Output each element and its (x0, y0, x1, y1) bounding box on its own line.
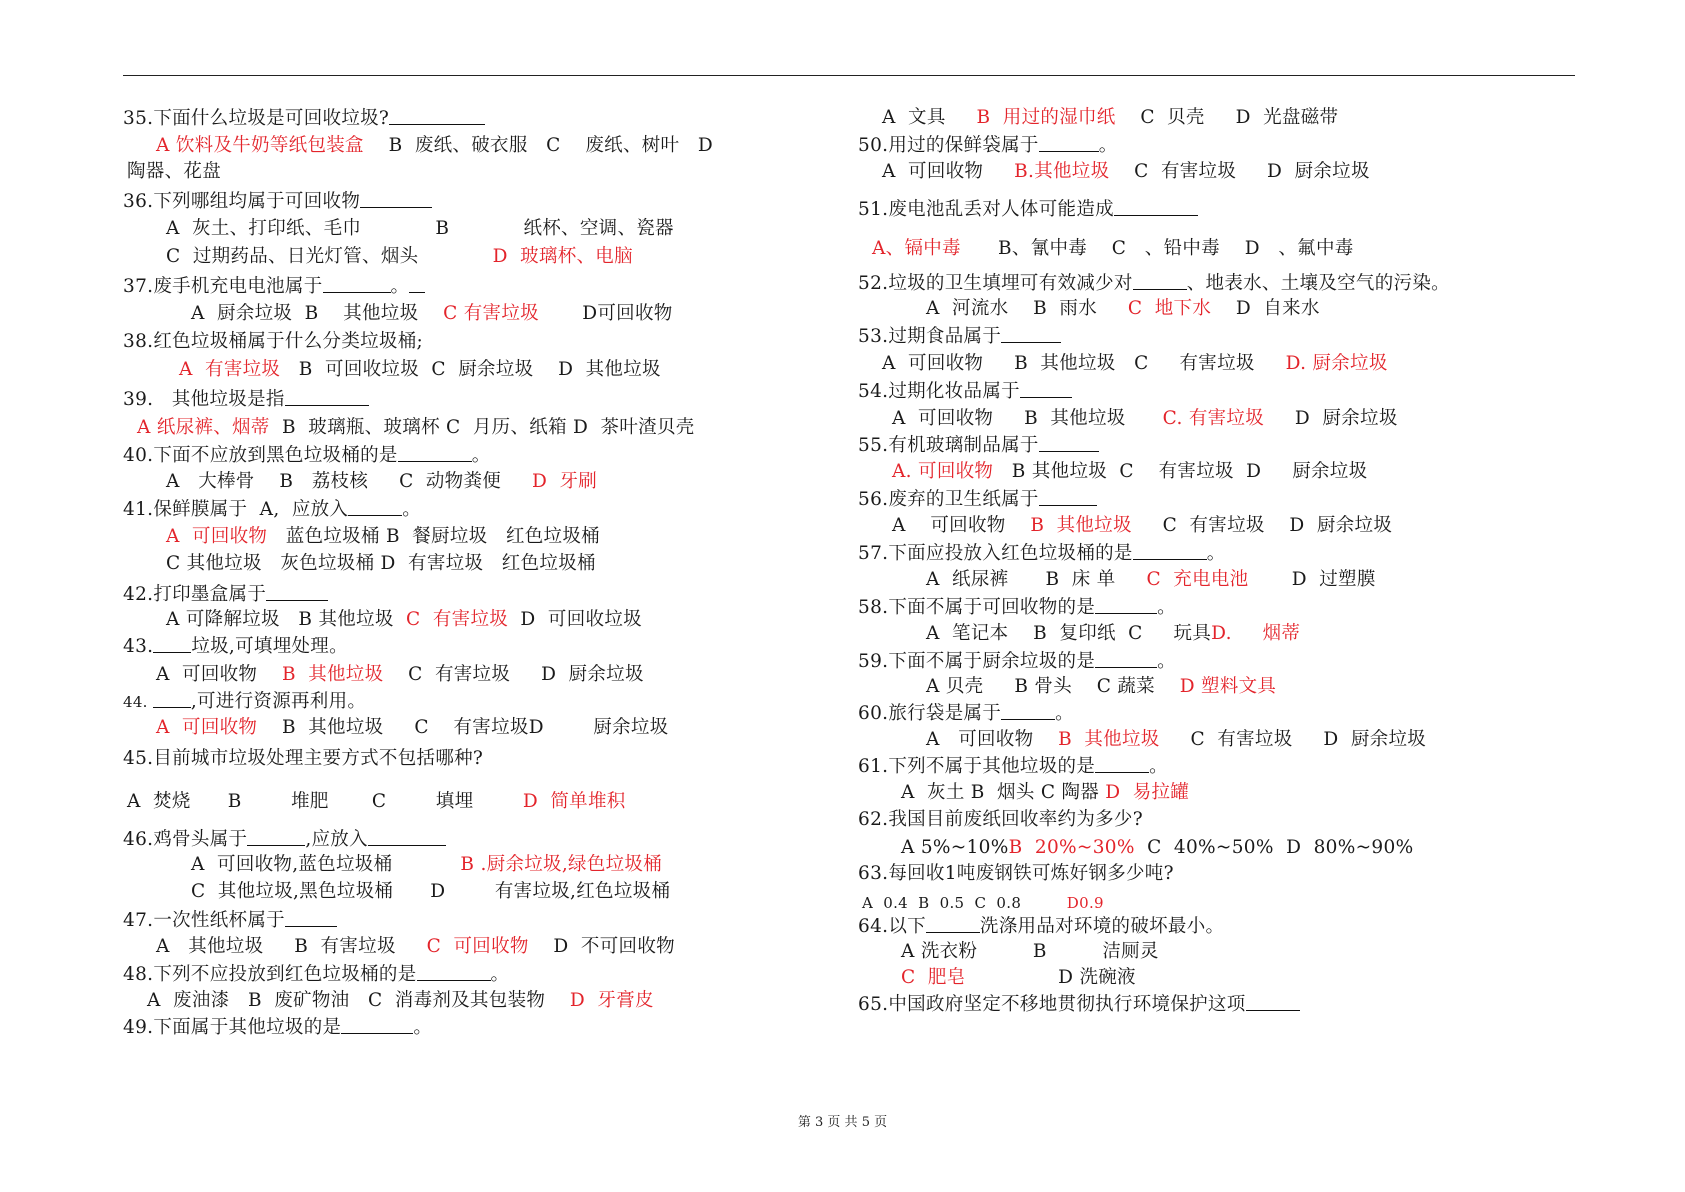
question-text: ,应放入 (305, 829, 368, 850)
question-text: C 有害垃圾 D 厨余垃圾 (1131, 515, 1393, 536)
question-line (892, 407, 1398, 431)
question-text: 44. (123, 693, 153, 711)
answer-option: D 简单堆积 (522, 791, 626, 812)
question-line (858, 133, 1118, 157)
question-line (892, 514, 1392, 538)
question-line (123, 689, 366, 713)
answer-blank (389, 106, 485, 125)
answer-option: B .厨余垃圾,绿色垃圾桶 (460, 854, 663, 875)
question-line (123, 908, 337, 932)
question-line (156, 935, 675, 959)
answer-option: C 有害垃圾 (406, 609, 509, 630)
question-text: 61.下列不属于其他垃圾的是 (858, 756, 1096, 777)
question-text: 洗涤用品对环境的破坏最小。 (979, 916, 1225, 937)
answer-option: B.其他垃圾 (1014, 161, 1110, 182)
answer-blank (285, 387, 369, 406)
question-line (127, 790, 626, 814)
answer-option: A 纸尿裤、烟蒂 (137, 417, 270, 438)
answer-option: D. 厨余垃圾 (1285, 353, 1388, 374)
answer-option: B 用过的湿巾纸 (976, 107, 1116, 128)
question-text: 65.中国政府坚定不移地贯彻执行环境保护这项 (858, 994, 1246, 1015)
answer-option: D 玻璃杯、电脑 (492, 246, 633, 267)
answer-option: D 塑料文具 (1179, 676, 1277, 697)
question-line (926, 568, 1376, 592)
question-line (123, 582, 328, 606)
question-text: 56.废弃的卫生纸属于 (858, 489, 1039, 510)
question-line (926, 622, 1300, 646)
question-line (882, 106, 1338, 130)
answer-option: B 其他垃圾 (1058, 729, 1160, 750)
question-line (858, 324, 1061, 348)
answer-blank (1095, 754, 1149, 773)
question-line (123, 497, 421, 521)
question-line (858, 754, 1168, 778)
question-text: 。 (1157, 597, 1176, 618)
answer-option: B 其他垃圾 (281, 664, 384, 685)
question-text: 63.每回收1吨废钢铁可炼好钢多少吨? (858, 863, 1174, 884)
question-text: 60.旅行袋是属于 (858, 703, 1002, 724)
answer-blank (1001, 324, 1061, 343)
question-text: 、地表水、土壤及空气的污染。 (1186, 273, 1450, 294)
question-text: 37.废手机充电电池属于 (123, 276, 323, 297)
answer-blank (398, 443, 472, 462)
question-text: C 过期药品、日光灯管、烟头 (166, 246, 493, 267)
answer-blank (348, 497, 402, 516)
answer-blank (1095, 595, 1157, 614)
answer-blank (1039, 433, 1099, 452)
question-text: A 笔记本 B 复印纸 C 玩具 (926, 623, 1212, 644)
question-text: D 洗碗液 (965, 967, 1136, 988)
question-line (123, 827, 446, 851)
question-line (858, 862, 1174, 886)
question-line (858, 433, 1099, 457)
question-line (901, 966, 1136, 990)
question-line (127, 160, 221, 184)
question-text: A 洗衣粉 B 洁厕灵 (901, 941, 1159, 962)
question-line (137, 416, 695, 440)
question-text: 垃圾,可填埋处理。 (191, 636, 348, 657)
question-line (926, 297, 1320, 321)
question-text: C 有害垃圾 D 厨余垃圾 (1159, 729, 1427, 750)
question-line (901, 940, 1159, 964)
question-text: B 其他垃圾 C 有害垃圾 D 厨余垃圾 (993, 461, 1368, 482)
question-line (156, 716, 668, 740)
question-text: 。 (471, 445, 491, 466)
question-text: 47.一次性纸杯属于 (123, 910, 285, 931)
question-text: 。 (1098, 135, 1118, 156)
answer-blank (360, 189, 432, 208)
answer-blank (341, 1015, 413, 1034)
answer-option: A、镉中毒 (872, 238, 961, 259)
question-text: A 5%~10% (901, 837, 1009, 858)
answer-blank (1133, 271, 1187, 290)
question-text: A 0.4 B 0.5 C 0.8 (862, 894, 1067, 912)
answer-blank (926, 914, 980, 933)
answer-option: C 可回收物 (426, 936, 529, 957)
question-line (166, 608, 642, 632)
question-line (166, 245, 633, 269)
question-text: C 40%~50% D 80%~90% (1134, 837, 1414, 858)
question-line (862, 891, 1104, 915)
answer-option: A 可回收物 (166, 526, 268, 547)
question-text: 43. (123, 636, 154, 657)
question-text: A 可回收物 (882, 161, 1015, 182)
answer-option: D 牙膏皮 (569, 990, 654, 1011)
question-text: 46.鸡骨头属于 (123, 829, 248, 850)
question-text: 。 (1149, 756, 1168, 777)
question-text: 53.过期食品属于 (858, 326, 1002, 347)
answer-option: C 肥皂 (901, 967, 966, 988)
question-text: A 贝壳 B 骨头 C 蔬菜 (926, 676, 1180, 697)
question-text: 39. 其他垃圾是指 (123, 389, 285, 410)
question-line (882, 160, 1370, 184)
question-line (858, 808, 1143, 832)
question-text: A 可回收物 (156, 664, 282, 685)
question-text: C 有害垃圾 D 厨余垃圾 (1109, 161, 1370, 182)
answer-option: C 有害垃圾 (443, 303, 539, 324)
question-text: C 其他垃圾 灰色垃圾桶 D 有害垃圾 红色垃圾桶 (166, 553, 596, 574)
question-text: A 可回收物 B 其他垃圾 C 有害垃圾 (882, 353, 1286, 374)
question-text: B 玻璃瓶、玻璃杯 C 月历、纸箱 D 茶叶渣贝壳 (269, 417, 695, 438)
answer-blank (153, 634, 191, 653)
question-text: A 废油漆 B 废矿物油 C 消毒剂及其包装物 (147, 990, 570, 1011)
question-text: A 灰土、打印纸、毛巾 B 纸杯、空调、瓷器 (166, 218, 674, 239)
question-line (858, 649, 1176, 673)
answer-option: D 牙刷 (531, 471, 598, 492)
question-text: A 可回收物 B 其他垃圾 (892, 408, 1163, 429)
question-line (858, 914, 1224, 938)
question-text: A 河流水 B 雨水 (926, 298, 1128, 319)
answer-option: A 可回收物 (156, 717, 258, 738)
question-line (191, 853, 662, 877)
answer-option: D0.9 (1066, 894, 1104, 912)
question-line (156, 663, 644, 687)
answer-option: A. 可回收物 (892, 461, 994, 482)
question-line (858, 992, 1300, 1016)
question-text: 36.下列哪组均属于可回收物 (123, 191, 361, 212)
answer-blank (247, 827, 305, 846)
question-line (123, 189, 432, 213)
question-line (123, 962, 509, 986)
answer-option: C. 有害垃圾 (1162, 408, 1265, 429)
question-text: A 可降解垃圾 B 其他垃圾 (166, 609, 407, 630)
question-text: B 废纸、破衣服 C 废纸、树叶 D (363, 135, 714, 156)
question-text: A 焚烧 B 堆肥 C 填埋 (127, 791, 523, 812)
answer-option: D. 烟蒂 (1211, 623, 1301, 644)
question-line (858, 271, 1450, 295)
question-text: 38.红色垃圾桶属于什么分类垃圾桶; (123, 331, 424, 352)
question-text: ,可进行资源再利用。 (190, 691, 367, 712)
answer-blank (417, 962, 491, 981)
question-text: A 文具 (882, 107, 977, 128)
answer-blank (1039, 487, 1097, 506)
question-line (858, 197, 1198, 221)
answer-blank (409, 274, 425, 293)
answer-blank (368, 827, 446, 846)
answer-option: C 充电电池 (1146, 569, 1249, 590)
question-text: 64.以下 (858, 916, 926, 937)
question-line (901, 781, 1189, 805)
question-text: D可回收物 (538, 303, 673, 324)
question-line (191, 302, 673, 326)
question-line (123, 747, 483, 771)
question-text: 59.下面不属于厨余垃圾的是 (858, 651, 1096, 672)
question-text: B 可回收垃圾 C 厨余垃圾 D 其他垃圾 (280, 359, 661, 380)
question-text: D 不可回收物 (528, 936, 675, 957)
question-text: A 厨余垃圾 B 其他垃圾 (191, 303, 444, 324)
question-text: 35.下面什么垃圾是可回收垃圾? (123, 108, 390, 129)
question-line (123, 443, 491, 467)
question-text: 陶器、花盘 (127, 161, 222, 182)
question-line (191, 880, 670, 904)
question-text: 。 (490, 964, 510, 985)
question-text: 57.下面应投放入红色垃圾桶的是 (858, 543, 1133, 564)
header-rule (123, 75, 1575, 76)
question-text: 52.垃圾的卫生填埋可有效减少对 (858, 273, 1133, 294)
question-line (858, 595, 1176, 619)
question-text: A 纸尿裤 B 床 单 (926, 569, 1147, 590)
question-text: 。 (1206, 543, 1226, 564)
question-text: 蓝色垃圾桶 B 餐厨垃圾 红色垃圾桶 (267, 526, 600, 547)
question-text: A 可回收物 (892, 515, 1031, 536)
page-footer: 第 3 页 共 5 页 (797, 1115, 888, 1130)
question-line (166, 525, 600, 549)
question-line (872, 237, 1354, 261)
question-line (123, 106, 485, 130)
question-text: D 厨余垃圾 (1264, 408, 1398, 429)
question-line (926, 728, 1426, 752)
question-line (123, 1015, 432, 1039)
answer-option: A 有害垃圾 (179, 359, 281, 380)
question-text: C 贝壳 D 光盘磁带 (1115, 107, 1339, 128)
question-line (179, 358, 661, 382)
answer-blank (1114, 197, 1198, 216)
answer-blank (1020, 379, 1072, 398)
answer-blank (1246, 992, 1300, 1011)
question-text: C 有害垃圾 D 厨余垃圾 (383, 664, 644, 685)
question-text: 。 (413, 1017, 433, 1038)
question-text: 。 (402, 499, 422, 520)
question-text: 42.打印墨盒属于 (123, 584, 267, 605)
question-line (901, 836, 1413, 860)
question-text: 58.下面不属于可回收物的是 (858, 597, 1096, 618)
question-text: A 灰土 B 烟头 C 陶器 (901, 782, 1106, 803)
answer-option: B 其他垃圾 (1030, 515, 1132, 536)
question-text: 。 (1157, 651, 1176, 672)
question-text: B 其他垃圾 C 有害垃圾D 厨余垃圾 (257, 717, 669, 738)
answer-option: A 饮料及牛奶等纸包装盒 (156, 135, 364, 156)
question-line (858, 541, 1226, 565)
question-text: 40.下面不应放到黑色垃圾桶的是 (123, 445, 398, 466)
answer-option: B 20%~30% (1008, 837, 1135, 858)
question-text: D 过塑膜 (1248, 569, 1376, 590)
answer-blank (1039, 133, 1099, 152)
question-line (858, 379, 1072, 403)
question-text: 50.用过的保鲜袋属于 (858, 135, 1039, 156)
question-line (166, 217, 674, 241)
question-text: A 大棒骨 B 荔枝核 C 动物粪便 (166, 471, 532, 492)
answer-blank (323, 274, 391, 293)
answer-blank (266, 582, 328, 601)
question-line (147, 989, 654, 1013)
question-text: C 其他垃圾,黑色垃圾桶 D 有害垃圾,红色垃圾桶 (191, 881, 671, 902)
question-line (123, 274, 425, 298)
answer-blank (1095, 649, 1157, 668)
question-line (123, 330, 423, 354)
question-text: D 可回收垃圾 (508, 609, 642, 630)
answer-blank (1001, 701, 1055, 720)
answer-option: C 地下水 (1127, 298, 1212, 319)
question-line (123, 634, 348, 658)
question-line (858, 701, 1074, 725)
question-text: D 自来水 (1211, 298, 1320, 319)
question-line (156, 134, 713, 158)
question-text: A 可回收物,蓝色垃圾桶 (191, 854, 461, 875)
answer-blank (1133, 541, 1207, 560)
question-line (882, 352, 1388, 376)
question-text: A 可回收物 (926, 729, 1059, 750)
question-line (926, 675, 1276, 699)
question-line (123, 387, 369, 411)
question-text: 。 (390, 276, 410, 297)
question-text: 48.下列不应投放到红色垃圾桶的是 (123, 964, 417, 985)
question-text: 55.有机玻璃制品属于 (858, 435, 1039, 456)
question-text: 49.下面属于其他垃圾的是 (123, 1017, 342, 1038)
answer-blank (153, 689, 191, 708)
question-line (166, 470, 597, 494)
question-text: 45.目前城市垃圾处理主要方式不包括哪种? (123, 748, 484, 769)
question-text: B、氰中毒 C 、铅中毒 D 、氟中毒 (960, 238, 1354, 259)
question-line (858, 487, 1097, 511)
question-line (892, 460, 1367, 484)
answer-option: D 易拉罐 (1105, 782, 1190, 803)
question-text: 41.保鲜膜属于 A, 应放入 (123, 499, 349, 520)
question-text: 54.过期化妆品属于 (858, 381, 1020, 402)
question-text: 51.废电池乱丢对人体可能造成 (858, 199, 1114, 220)
answer-blank (285, 908, 337, 927)
question-text: 62.我国目前废纸回收率约为多少? (858, 809, 1143, 830)
question-line (166, 552, 596, 576)
question-text: 。 (1055, 703, 1074, 724)
question-text: A 其他垃圾 B 有害垃圾 (156, 936, 427, 957)
